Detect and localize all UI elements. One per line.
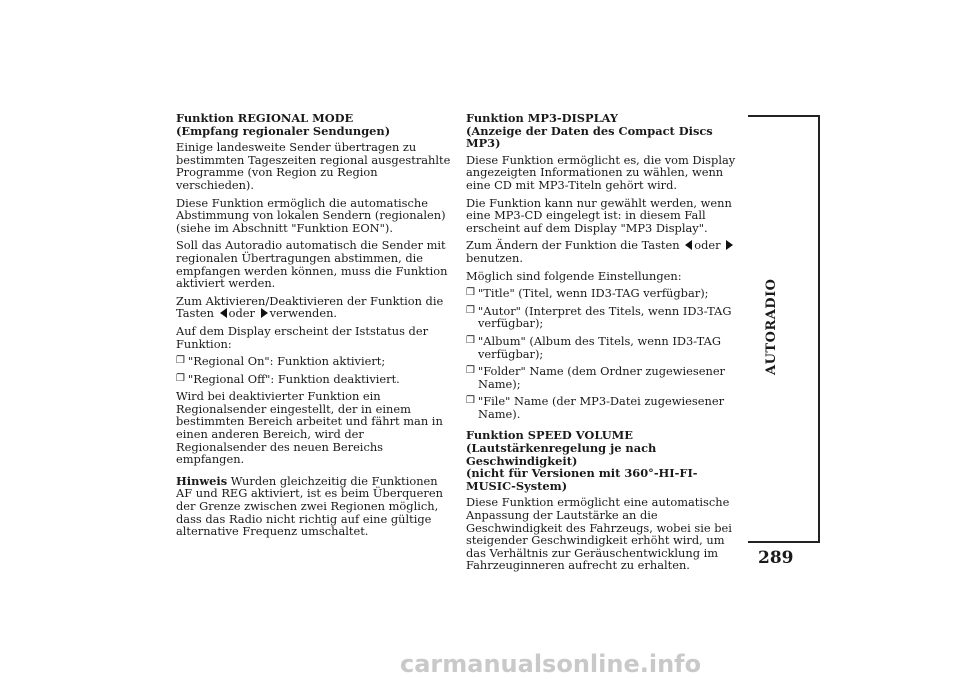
checkbox-icon: ❒ (176, 355, 185, 367)
text: benutzen. (466, 250, 523, 265)
left-arrow-icon (685, 240, 692, 250)
paragraph (176, 295, 454, 320)
list-item-text: "Title" (Titel, wenn ID3-TAG verfügbar); (478, 286, 709, 301)
heading-line: (nicht für Versionen mit 360°-HI-FI-MUSIC-System) (466, 466, 698, 493)
list-item (466, 365, 744, 390)
paragraph: Diese Funktion ermöglicht eine automatische Anpassung der Lautstärke an die Geschwindigkeit des Fahrzeugs, wobei sie bei steigender Geschwindigkeit erhöht wird, um das Verhältnis zur Geräuschentwicklung im Fahrzeuginneren aufrecht zu erhalten. (466, 495, 732, 573)
left-column (176, 112, 454, 543)
paragraph: Soll das Autoradio automatisch die Sender mit regionalen Übertragungen abstimmen, die empfangen werden können, muss die Funktion aktiviert werden. (176, 238, 448, 291)
chapter-tab (760, 235, 780, 375)
section-heading-mp3-display (466, 112, 744, 150)
page-number: 289 (758, 548, 794, 568)
text: oder (228, 306, 255, 321)
checkbox-icon: ❒ (466, 287, 475, 299)
paragraph: Diese Funktion ermöglicht es, die vom Display angezeigten Informationen zu wählen, wenn eine CD mit MP3-Titeln gehört wird. (466, 152, 736, 192)
heading-line: Funktion MP3-DISPLAY (466, 111, 619, 125)
heading-line: (Lautstärkenregelung je nach Geschwindigkeit) (466, 441, 657, 468)
paragraph: Auf dem Display erscheint der Iststatus der Funktion: (176, 323, 429, 351)
section-heading-regional-mode (176, 112, 454, 137)
paragraph: Wird bei deaktivierter Funktion ein Regionalsender eingestellt, der in einem bestimmten Bereich arbeitet und fährt man in einen anderen Bereich, wird der Regionalsender des neuen Bereichs empfangen. (176, 389, 443, 467)
list-item-text: "Regional On": Funktion aktiviert; (188, 354, 386, 369)
watermark: carmanualsonline.info (400, 650, 702, 678)
section-heading-speed-volume (466, 429, 744, 492)
note-text: Wurden gleichzeitig die Funktionen AF und REG aktiviert, ist es beim Überqueren der Grenze zwischen zwei Regionen möglich, dass das Radio nicht richtig auf eine gültige alternative Frequenz umschaltet. (176, 473, 443, 539)
paragraph (466, 239, 744, 264)
paragraph: Möglich sind folgende Einstellungen: (466, 268, 682, 283)
heading-line: Funktion REGIONAL MODE (176, 111, 354, 125)
paragraph: Die Funktion kann nur gewählt werden, wenn eine MP3-CD eingelegt ist: in diesem Fall erscheint auf dem Display "MP3 Display". (466, 195, 732, 235)
margin-rule-top (748, 115, 818, 117)
right-column (466, 112, 744, 577)
list-item (466, 305, 744, 330)
list-item (176, 355, 454, 368)
text: Zum Ändern der Funktion die Tasten (466, 238, 680, 253)
right-arrow-icon (261, 308, 268, 318)
list-item-text: "Folder" Name (dem Ordner zugewiesener Name); (478, 364, 726, 391)
checkbox-icon: ❒ (176, 372, 185, 384)
left-arrow-icon (220, 308, 227, 318)
heading-line: (Anzeige der Daten des Compact Discs MP3) (466, 123, 713, 151)
list-item-text: "Album" (Album des Titels, wenn ID3-TAG verfügbar); (478, 333, 721, 361)
heading-line: Funktion SPEED VOLUME (466, 428, 633, 443)
text: verwenden. (269, 306, 338, 321)
list-item (466, 287, 744, 300)
list-item-text: "File" Name (der MP3-Datei zugewiesener Name). (478, 394, 725, 421)
margin-rule-vertical (818, 115, 820, 543)
list-item-text: "Autor" (Interpret des Titels, wenn ID3-TAG verfügbar); (478, 303, 732, 331)
text: oder (694, 238, 721, 253)
checkbox-icon: ❒ (466, 395, 475, 407)
paragraph: Einige landesweite Sender übertragen zu bestimmten Tageszeiten regional ausgestrahlte Programme (von Region zu Region verschieden). (176, 140, 451, 192)
chapter-tab-label: AUTORADIO (764, 278, 779, 375)
list-item (466, 335, 744, 360)
checkbox-icon: ❒ (466, 304, 475, 316)
note (176, 475, 454, 538)
list-item (466, 395, 744, 420)
checkbox-icon: ❒ (466, 334, 475, 346)
margin-rule-bottom (748, 541, 820, 543)
note-label: Hinweis (176, 473, 228, 488)
paragraph: Diese Funktion ermöglich die automatische Abstimmung von lokalen Sendern (regionalen) (siehe im Abschnitt "Funktion EON"). (176, 195, 446, 235)
list-item (176, 373, 454, 386)
right-arrow-icon (726, 240, 733, 250)
list-item-text: "Regional Off": Funktion deaktiviert. (188, 371, 400, 386)
heading-line: (Empfang regionaler Sendungen) (176, 123, 391, 138)
text: Zum Aktivieren/Deaktivieren der Funktion die Tasten (176, 293, 444, 321)
checkbox-icon: ❒ (466, 365, 475, 377)
